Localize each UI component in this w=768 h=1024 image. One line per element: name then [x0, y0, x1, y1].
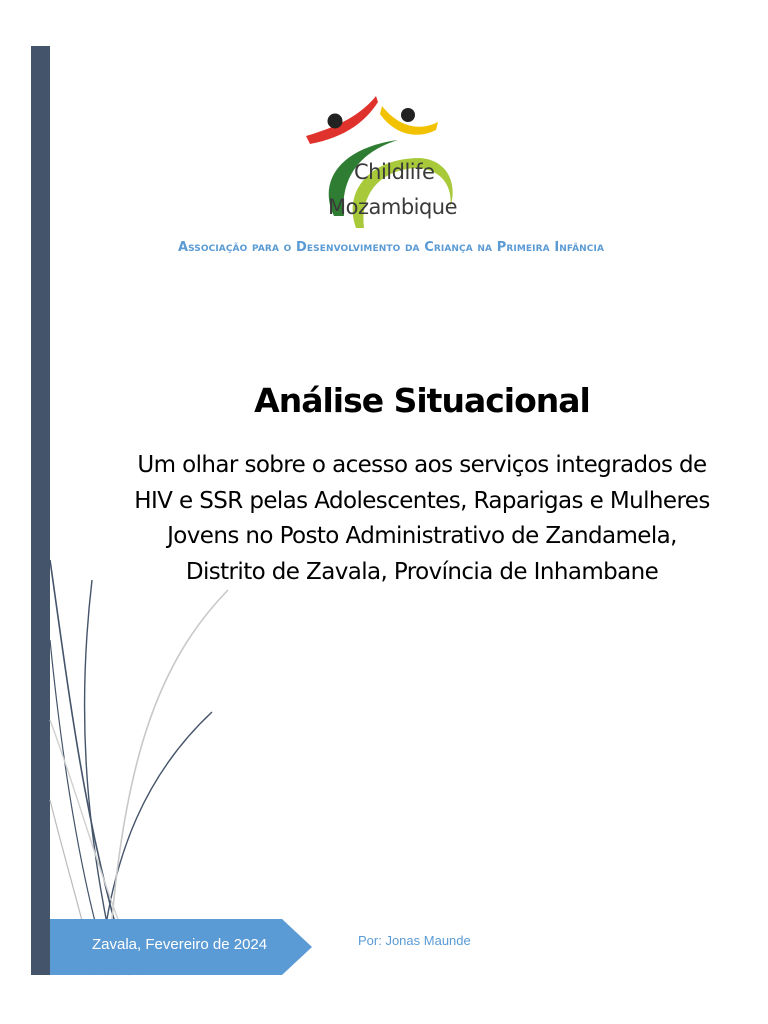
footer-date: Zavala, Fevereiro de 2024: [92, 936, 268, 953]
organization-name: Associação para o Desenvolvimento da Criança na Primeira Infância: [177, 240, 605, 255]
subtitle-line: Um olhar sobre o acesso aos serviços integrados de: [137, 452, 707, 478]
subtitle-line: Jovens no Posto Administrativo de Zandamela,: [167, 523, 677, 549]
logo-text-line2: Mozambique: [328, 195, 458, 219]
document-title: Análise Situacional: [254, 381, 590, 420]
document-subtitle: [76, 448, 768, 590]
subtitle-line: HIV e SSR pelas Adolescentes, Raparigas e Mulheres: [134, 487, 710, 514]
subtitle-line: Distrito de Zavala, Província de Inhambane: [185, 558, 659, 585]
footer-author: Por: Jonas Maunde: [358, 933, 471, 948]
page-edge-bar: [31, 46, 50, 975]
logo-text-line1: Childlife: [354, 160, 435, 184]
